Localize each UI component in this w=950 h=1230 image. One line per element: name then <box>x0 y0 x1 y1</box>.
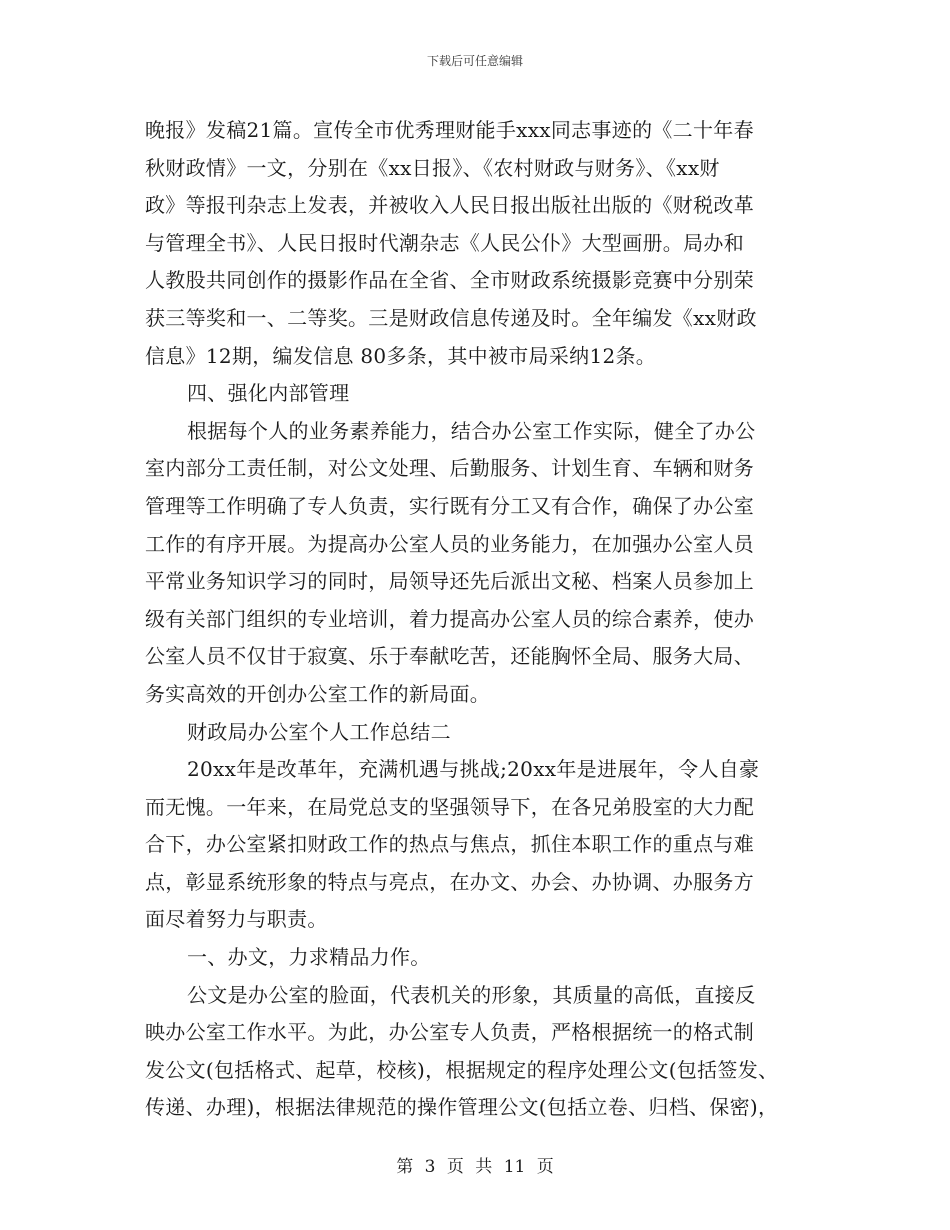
text-line: 点，彰显系统形象的特点与亮点，在办文、办会、办协调、办服务方 <box>145 869 754 894</box>
text-line: 四、强化内部管理 <box>187 381 350 406</box>
text-line: 务实高效的开创办公室工作的新局面。 <box>145 681 491 706</box>
text-line: 20xx年是改革年，充满机遇与挑战;20xx年是进展年，令人自豪 <box>187 757 760 782</box>
text-line: 人教股共同创作的摄影作品在全省、全市财政系统摄影竞赛中分别荣 <box>145 268 754 293</box>
text-line: 根据每个人的业务素养能力，结合办公室工作实际，健全了办公 <box>187 418 756 443</box>
text-line: 合下，办公室紧扣财政工作的热点与焦点，抓住本职工作的重点与难 <box>145 832 754 857</box>
text-line: 面尽着努力与职责。 <box>145 907 328 932</box>
text-line: 财政局办公室个人工作总结二 <box>187 719 451 744</box>
text-line: 室内部分工责任制，对公文处理、后勤服务、计划生育、车辆和财务 <box>145 456 754 481</box>
text-line: 政》等报刊杂志上发表，并被收入人民日报出版社出版的《财税改革 <box>145 193 754 218</box>
text-line: 传递、办理)，根据法律规范的操作管理公文(包括立卷、归档、保密)， <box>145 1095 779 1120</box>
text-line: 公文是办公室的脸面，代表机关的形象，其质量的高低，直接反 <box>187 982 756 1007</box>
text-line: 工作的有序开展。为提高办公室人员的业务能力，在加强办公室人员 <box>145 531 754 556</box>
text-line: 获三等奖和一、二等奖。三是财政信息传递及时。全年编发《xx财政 <box>145 305 757 330</box>
page-number: 第 3 页 共 11 页 <box>396 1157 554 1177</box>
text-line: 而无愧。一年来，在局党总支的坚强领导下，在各兄弟股室的大力配 <box>145 794 754 819</box>
page-header-note: 下载后可任意编辑 <box>426 54 523 68</box>
text-line: 信息》12期，编发信息 80多条，其中被市局采纳12条。 <box>145 343 657 368</box>
text-line: 平常业务知识学习的同时，局领导还先后派出文秘、档案人员参加上 <box>145 569 754 594</box>
text-line: 一、办文，力求精品力作。 <box>187 945 431 970</box>
text-line: 管理等工作明确了专人负责，实行既有分工又有合作，确保了办公室 <box>145 493 754 518</box>
text-line: 级有关部门组织的专业培训，着力提高办公室人员的综合素养，使办 <box>145 606 754 631</box>
text-line: 映办公室工作水平。为此，办公室专人负责，严格根据统一的格式制 <box>145 1020 754 1045</box>
text-line: 发公文(包括格式、起草，校核)，根据规定的程序处理公文(包括签发、 <box>145 1057 779 1082</box>
text-line: 晚报》发稿21篇。宣传全市优秀理财能手xxx同志事迹的《二十年春 <box>145 118 754 142</box>
text-line: 秋财政情》一文，分别在《xx日报》、《农村财政与财务》、《xx财 <box>145 155 720 180</box>
document-body <box>145 112 805 1127</box>
text-line: 公室人员不仅甘于寂寞、乐于奉献吃苦，还能胸怀全局、服务大局、 <box>145 644 754 669</box>
text-line: 与管理全书》、人民日报时代潮杂志《人民公仆》大型画册。局办和 <box>145 230 744 255</box>
